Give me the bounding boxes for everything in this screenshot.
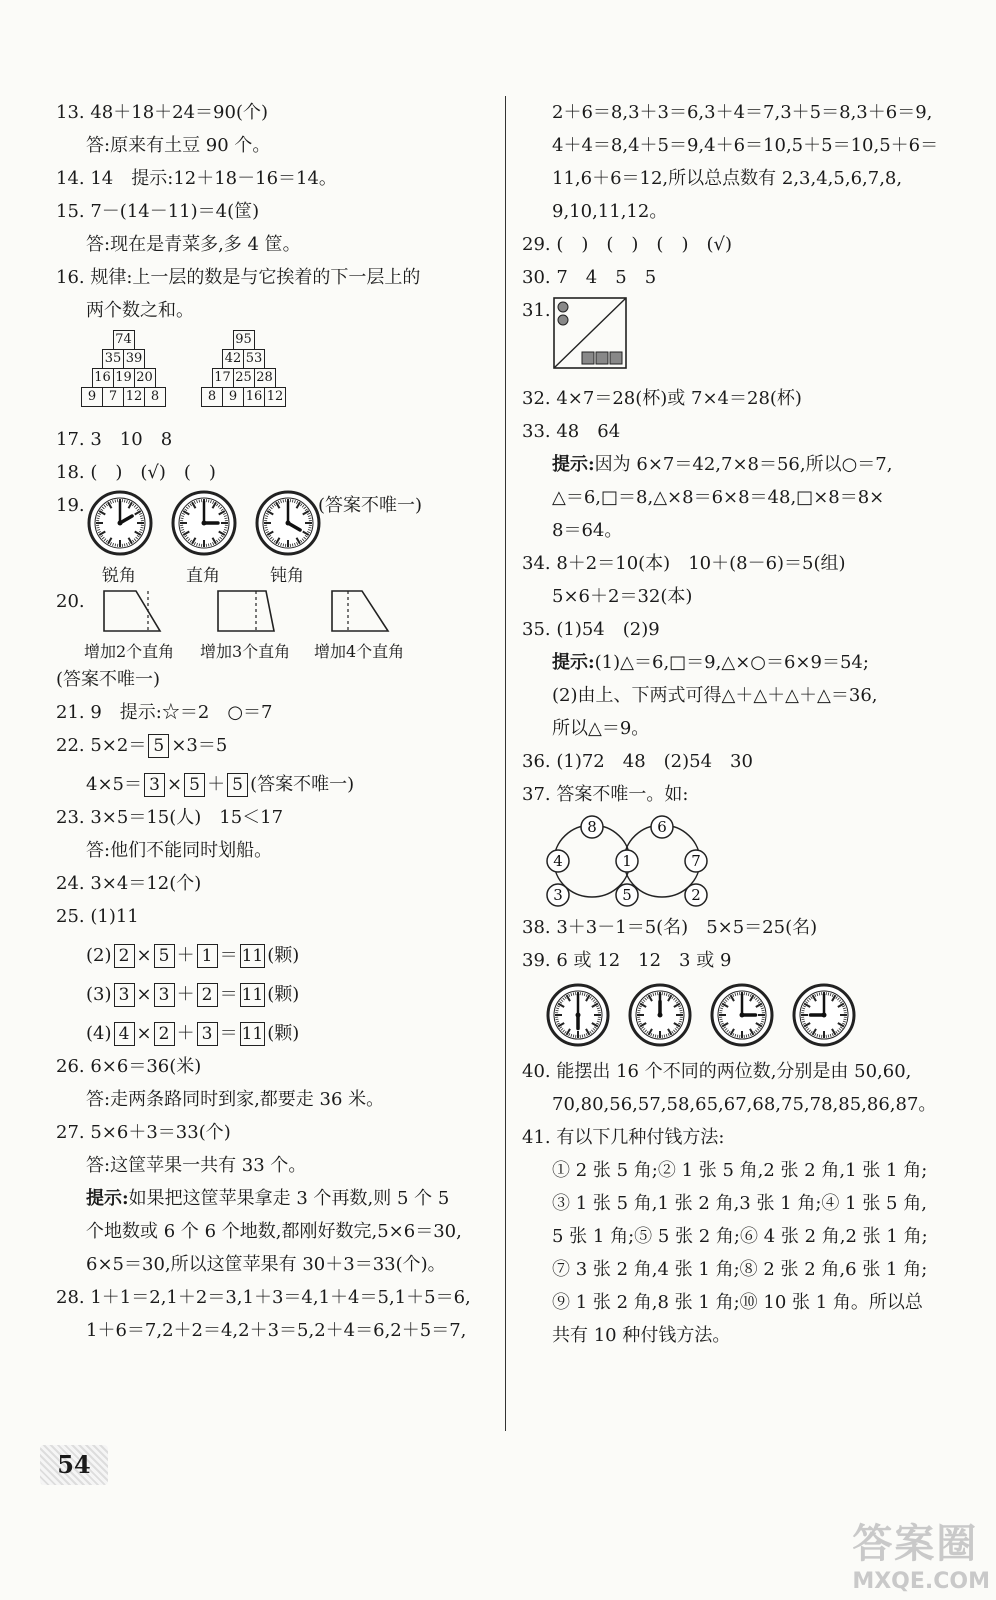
clock-row-19 (86, 487, 336, 559)
answer-25-text: × (136, 984, 152, 1005)
answer-40-2: 70,80,56,57,58,65,67,68,75,78,85,86,87。 (552, 1094, 937, 1115)
answer-18: 18. ( ) (√) ( ) (56, 462, 216, 483)
number-pyramids (56, 327, 496, 423)
answer-box: 11 (241, 985, 264, 1005)
answer-25-text: (2) (86, 945, 112, 966)
answer-13: 13. 48＋18＋24＝90(个) (56, 102, 269, 123)
answer-box: 5 (154, 944, 175, 968)
trapezoid-shape-1 (104, 591, 160, 631)
answer-17: 17. 3 10 8 (56, 429, 173, 450)
answer-25-text: ＝ (219, 1023, 238, 1044)
answer-35-hint-3: 所以△＝9。 (552, 718, 650, 739)
hint-label: 提示: (552, 454, 595, 475)
ring-node (685, 850, 707, 872)
answer-35-hint (552, 646, 972, 679)
answer-25-text: ＋ (176, 1023, 195, 1044)
ring-number: 5 (622, 886, 632, 904)
answer-box: 3 (197, 1022, 218, 1046)
answer-27-text: 答:这筐苹果一共有 33 个。 (86, 1155, 307, 1176)
clock-icon-obtuse (257, 492, 319, 554)
answer-24: 24. 3×4＝12(个) (56, 873, 202, 894)
answer-22b-note: (答案不唯一) (250, 774, 355, 795)
pyramid-cell: 74 (113, 330, 135, 350)
ring-node (547, 884, 569, 906)
clock-label-3: 钝角 (270, 566, 304, 586)
pyramid-cell: 12 (123, 387, 145, 407)
pyramid-cell: 19 (113, 368, 135, 388)
answer-box: 11 (241, 946, 264, 966)
answer-box: 11 (241, 1024, 264, 1044)
trapezoid-shape-3 (332, 591, 388, 631)
answer-box: 5 (184, 773, 205, 797)
answer-23: 23. 3×5＝15(人) 15＜17 (56, 807, 284, 828)
pyramid-row (82, 331, 166, 350)
pyramid-cell: 9 (81, 387, 103, 407)
pyramid-cell: 17 (212, 368, 234, 388)
ring-node (616, 884, 638, 906)
answer-34-2: 5×6＋2＝32(本) (552, 586, 693, 607)
pyramid-cell: 20 (134, 368, 156, 388)
answer-34: 34. 8＋2＝10(本) 10＋(8－6)＝5(组) (522, 553, 846, 574)
answer-box: 3 (144, 773, 165, 797)
pyramid-row (202, 369, 286, 388)
answer-25-text: (3) (86, 984, 112, 1005)
answer-26: 26. 6×6＝36(米) (56, 1056, 202, 1077)
clock-row-39 (546, 981, 866, 1049)
ring-diagram (544, 813, 724, 909)
clock-figure-39 (552, 977, 972, 1055)
answer-22a (56, 729, 496, 762)
answer-28-3: 2＋6＝8,3＋3＝6,3＋4＝7,3＋5＝8,3＋6＝9, (552, 102, 933, 123)
answer-15: 15. 7－(14－11)＝4(筐) (56, 201, 260, 222)
answer-box: 3 (114, 983, 135, 1007)
answer-41-5: ⑦ 3 张 2 角,4 张 1 角;⑧ 2 张 2 角,6 张 1 角; (552, 1259, 928, 1280)
answer-box: 4 (114, 1022, 135, 1046)
pyramid-cell: 9 (222, 387, 244, 407)
shape-label-2: 增加3个直角 (200, 642, 291, 661)
pyramid-cell: 16 (243, 387, 265, 407)
answer-33: 33. 48 64 (522, 421, 621, 442)
clock-icon-12 (630, 985, 690, 1045)
answer-28-2: 1＋6＝7,2＋2＝4,2＋3＝5,2＋4＝6,2＋5＝7, (86, 1320, 467, 1341)
pyramid-cell: 8 (201, 387, 223, 407)
answer-41-4: 5 张 1 角;⑤ 5 张 2 角;⑥ 4 张 2 角,2 张 1 角; (552, 1226, 928, 1247)
pyramid-cell: 95 (233, 330, 255, 350)
answer-box: 5 (227, 773, 248, 797)
answer-41-7: 共有 10 种付钱方法。 (552, 1325, 731, 1346)
answer-38: 38. 3＋3－1＝5(名) 5×5＝25(名) (522, 917, 818, 938)
answer-35-hint-text: (1)△＝6,□＝9,△×○＝6×9＝54; (594, 652, 869, 673)
answer-box: 3 (154, 983, 175, 1007)
pyramid-cell: 53 (243, 349, 265, 369)
answer-33-hint (552, 448, 972, 481)
answer-25-text: ＋ (176, 984, 195, 1005)
answer-26-text: 答:走两条路同时到家,都要走 36 米。 (86, 1089, 385, 1110)
answer-40: 40. 能摆出 16 个不同的两位数,分别是由 50,60, (522, 1061, 912, 1082)
pyramid-cell: 39 (123, 349, 145, 369)
hint-label: 提示: (86, 1188, 129, 1209)
answer-28-5: 11,6＋6＝12,所以总点数有 2,3,4,5,6,7,8, (552, 168, 903, 189)
answer-19: 19. (56, 495, 85, 516)
answer-35-hint-2: (2)由上、下两式可得△＋△＋△＋△＝36, (552, 685, 878, 706)
number-pyramid-2 (202, 331, 286, 407)
ring-node (651, 816, 673, 838)
answer-box: 1 (197, 944, 218, 968)
shapes-row-20 (96, 587, 426, 637)
clock-label-1: 锐角 (102, 566, 136, 586)
answer-23-text: 答:他们不能同时划船。 (86, 840, 273, 861)
pyramid-cell: 7 (102, 387, 124, 407)
left-column (56, 96, 496, 1347)
answer-22a-post: ×3＝5 (171, 735, 228, 756)
pyramid-cell: 16 (92, 368, 114, 388)
answer-41-3: ③ 1 张 5 角,1 张 2 角,3 张 1 角;④ 1 张 5 角, (552, 1193, 927, 1214)
answer-16-text: 两个数之和。 (86, 300, 194, 321)
number-pyramid-1 (82, 331, 166, 407)
pyramid-cell: 12 (264, 387, 286, 407)
answer-16: 16. 规律:上一层的数是与它挨着的下一层上的 (56, 267, 421, 288)
answer-37: 37. 答案不唯一。如: (522, 784, 689, 805)
answer-box: 2 (154, 1022, 175, 1046)
answer-22b-pre: 4×5＝ (86, 774, 142, 795)
answer-32: 32. 4×7＝28(杯)或 7×4＝28(杯) (522, 388, 802, 409)
hint-label: 提示: (552, 652, 595, 673)
answer-25-text: (颗) (267, 945, 300, 966)
answer-27-hint (56, 1182, 496, 1215)
answer-39: 39. 6 或 12 12 3 或 9 (522, 950, 732, 971)
ring-node (581, 816, 603, 838)
watermark-logo: 答案圈 (852, 1521, 979, 1567)
ring-number: 8 (587, 818, 597, 836)
ring-figure-37 (552, 811, 972, 911)
clock-figure-19 (56, 489, 496, 585)
pyramid-cell: 8 (144, 387, 166, 407)
watermark (852, 1512, 990, 1594)
answer-22a-pre: 22. 5×2＝ (56, 735, 147, 756)
answer-27-hint-3: 6×5＝30,所以这筐苹果有 30＋3＝33(个)。 (86, 1254, 446, 1275)
pyramid-row (202, 350, 286, 369)
pyramid-row (82, 369, 166, 388)
answer-25-text: (颗) (267, 984, 300, 1005)
trapezoid-shape-2 (218, 591, 274, 631)
answer-box: 2 (114, 944, 135, 968)
watermark-url: MXQE.COM (852, 1569, 990, 1594)
ring-number: 6 (657, 818, 667, 836)
answer-41-6: ⑨ 1 张 2 角,8 张 1 角;⑩ 10 张 1 角。所以总 (552, 1292, 923, 1313)
pyramid-row (82, 388, 166, 407)
ring-node (547, 850, 569, 872)
answer-41: 41. 有以下几种付钱方法: (522, 1127, 725, 1148)
answer-25-text: (颗) (267, 1023, 300, 1044)
ring-number: 1 (622, 852, 632, 870)
pyramid-row (202, 331, 286, 350)
answer-29: 29. ( ) ( ) ( ) (√) (522, 234, 732, 255)
ring-number: 4 (553, 852, 563, 870)
answer-19-note: (答案不唯一) (318, 495, 423, 516)
clock-icon-9 (794, 985, 854, 1045)
shape-label-1: 增加2个直角 (84, 642, 175, 661)
answer-25-row (56, 939, 496, 972)
pyramid-row (82, 350, 166, 369)
clock-icon-right (173, 492, 235, 554)
ring-number: 2 (691, 886, 701, 904)
answer-27-hint-2: 个地数或 6 个 6 个地数,都刚好数完,5×6＝30, (86, 1221, 462, 1242)
shape-label-3: 增加4个直角 (314, 642, 405, 661)
answer-25-row (56, 1017, 496, 1050)
ring-number: 3 (553, 886, 563, 904)
answer-33-hint-3: 8＝64。 (552, 520, 623, 541)
answer-25-rows (56, 939, 496, 1050)
column-divider (505, 96, 506, 1431)
answer-25-row (56, 978, 496, 1011)
answer-25-text: × (136, 945, 152, 966)
answer-35: 35. (1)54 (2)9 (522, 619, 660, 640)
answer-21: 21. 9 提示:☆＝2 ○＝7 (56, 702, 273, 723)
ring-node (616, 850, 638, 872)
pyramid-cell: 25 (233, 368, 255, 388)
answer-box: 2 (197, 983, 218, 1007)
shape-figure-20 (56, 585, 496, 663)
pyramid-cell: 42 (222, 349, 244, 369)
answer-27: 27. 5×6＋3＝33(个) (56, 1122, 231, 1143)
answer-41-2: ① 2 张 5 角;② 1 张 5 角,2 张 2 角,1 张 1 角; (552, 1160, 928, 1181)
clock-icon-6 (548, 985, 608, 1045)
answer-25-text: ＝ (219, 945, 238, 966)
pyramid-row (202, 388, 286, 407)
square-diagram (552, 296, 632, 372)
answer-30: 30. 7 4 5 5 (522, 267, 657, 288)
right-column (522, 96, 972, 1352)
pyramid-cell: 28 (254, 368, 276, 388)
answer-15-text: 答:现在是青菜多,多 4 筐。 (86, 234, 301, 255)
ring-number: 7 (691, 852, 701, 870)
page-number: 54 (40, 1445, 108, 1485)
answer-box: 5 (148, 734, 169, 758)
answer-25: 25. (1)11 (56, 906, 139, 927)
answer-20-note: (答案不唯一) (56, 669, 161, 690)
answer-31: 31. (522, 300, 551, 321)
answer-33-hint-text: 因为 6×7＝42,7×8＝56,所以○＝7, (594, 454, 893, 475)
answer-28-6: 9,10,11,12。 (552, 201, 668, 222)
answer-25-text: (4) (86, 1023, 112, 1044)
pyramid-cell: 35 (102, 349, 124, 369)
answer-25-text: ＝ (219, 984, 238, 1005)
answer-28: 28. 1＋1＝2,1＋2＝3,1＋3＝4,1＋4＝5,1＋5＝6, (56, 1287, 471, 1308)
answer-27-hint-text: 如果把这筐苹果拿走 3 个再数,则 5 个 5 (128, 1188, 450, 1209)
clock-icon-3 (712, 985, 772, 1045)
answer-33-hint-2: △＝6,□＝8,△×8＝6×8＝48,□×8＝8× (552, 487, 885, 508)
answer-25-text: × (136, 1023, 152, 1044)
answer-25-text: ＋ (176, 945, 195, 966)
answer-20: 20. (56, 591, 85, 612)
answer-22b: 4×5＝ 3 × 5 ＋ 5 (答案不唯一) (86, 774, 355, 795)
answer-36: 36. (1)72 48 (2)54 30 (522, 751, 753, 772)
clock-label-2: 直角 (186, 566, 220, 586)
clock-icon-acute (89, 492, 151, 554)
answer-28-4: 4＋4＝8,4＋5＝9,4＋6＝10,5＋5＝10,5＋6＝ (552, 135, 939, 156)
ring-node (685, 884, 707, 906)
answer-14: 14. 14 提示:12＋18－16＝14。 (56, 168, 337, 189)
square-figure-31 (522, 294, 972, 382)
answer-13-text: 答:原来有土豆 90 个。 (86, 135, 271, 156)
